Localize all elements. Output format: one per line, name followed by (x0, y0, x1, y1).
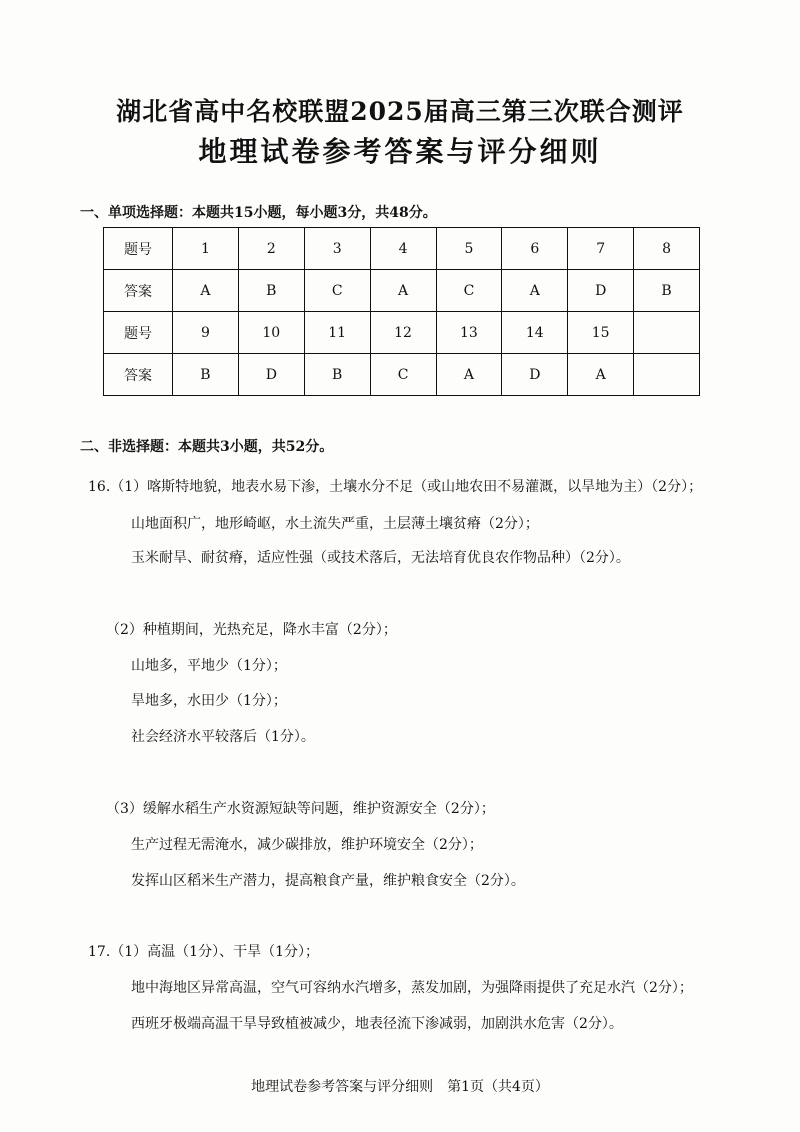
table-cell: B (173, 354, 239, 396)
q16-part3-line3: 发挥山区稻米生产潜力，提高粮食产量，维护粮食安全（2分）。 (131, 873, 525, 889)
table-cell: D (502, 354, 568, 396)
table-cell: D (238, 354, 304, 396)
table-cell: 5 (436, 228, 502, 270)
table-cell: A (568, 354, 634, 396)
row-label: 答案 (104, 354, 173, 396)
table-cell: C (370, 354, 436, 396)
q16-part3-line1: （3）缓解水稻生产水资源短缺等问题，维护资源安全（2分）； (106, 801, 495, 817)
q16-part2-line1: （2）种植期间，光热充足，降水丰富（2分）； (106, 622, 397, 638)
table-cell: 13 (436, 312, 502, 354)
row-label: 答案 (104, 270, 173, 312)
q16-part3-line2: 生产过程无需淹水，减少碳排放，维护环境安全（2分）； (131, 837, 483, 853)
q16-part1-line2: 山地面积广，地形崎岖，水土流失严重，土层薄土壤贫瘠（2分）； (131, 516, 539, 532)
q16-part2-line4: 社会经济水平较落后（1分）。 (131, 729, 315, 745)
table-cell: 10 (238, 312, 304, 354)
table-cell: A (502, 270, 568, 312)
q16-part1-line3: 玉米耐旱、耐贫瘠，适应性强（或技术落后，无法培育优良农作物品种）（2分）。 (131, 550, 630, 566)
table-row (104, 228, 700, 270)
table-cell: D (568, 270, 634, 312)
answer-table (103, 227, 700, 396)
table-cell: 6 (502, 228, 568, 270)
table-cell: B (634, 270, 700, 312)
section2-heading: 二、非选择题：本题共3小题，共52分。 (80, 439, 334, 455)
table-row (104, 354, 700, 396)
table-cell: A (370, 270, 436, 312)
table-cell: 8 (634, 228, 700, 270)
q16-part2-line2: 山地多，平地少（1分）； (131, 658, 287, 674)
q16-part2-line3: 旱地多，水田少（1分）； (131, 693, 287, 709)
table-cell: B (304, 354, 370, 396)
table-cell: C (436, 270, 502, 312)
table-cell: 15 (568, 312, 634, 354)
table-cell: A (436, 354, 502, 396)
table-cell: 3 (304, 228, 370, 270)
table-cell: 2 (238, 228, 304, 270)
table-cell (634, 312, 700, 354)
section1-heading: 一、单项选择题：本题共15小题，每小题3分，共48分。 (80, 205, 437, 221)
table-cell (634, 354, 700, 396)
document-title: 湖北省高中名校联盟2025届高三第三次联合测评 (116, 97, 684, 126)
table-cell: 4 (370, 228, 436, 270)
table-cell: C (304, 270, 370, 312)
table-cell: 9 (173, 312, 239, 354)
row-label: 题号 (104, 228, 173, 270)
table-cell: B (238, 270, 304, 312)
table-cell: 1 (173, 228, 239, 270)
page-footer: 地理试卷参考答案与评分细则 第1页（共4页） (251, 1079, 549, 1095)
table-cell: 7 (568, 228, 634, 270)
q17-part1-line3: 西班牙极端高温干旱导致植被减少，地表径流下渗减弱，加剧洪水危害（2分）。 (131, 1016, 623, 1032)
table-cell: 14 (502, 312, 568, 354)
table-cell: 12 (370, 312, 436, 354)
document-subtitle: 地理试卷参考答案与评分细则 (198, 135, 602, 168)
q17-part1-line2: 地中海地区异常高温，空气可容纳水汽增多，蒸发加剧，为强降雨提供了充足水汽（2分）； (131, 980, 693, 996)
table-cell: 11 (304, 312, 370, 354)
table-row (104, 270, 700, 312)
q16-part1-line1: 16.（1）喀斯特地貌，地表水易下渗，土壤水分不足（或山地农田不易灌溉，以旱地为主）（2分）； (88, 479, 703, 495)
row-label: 题号 (104, 312, 173, 354)
table-cell: A (173, 270, 239, 312)
q17-part1-line1: 17.（1）高温（1分）、干旱（1分）； (88, 944, 319, 960)
table-row (104, 312, 700, 354)
